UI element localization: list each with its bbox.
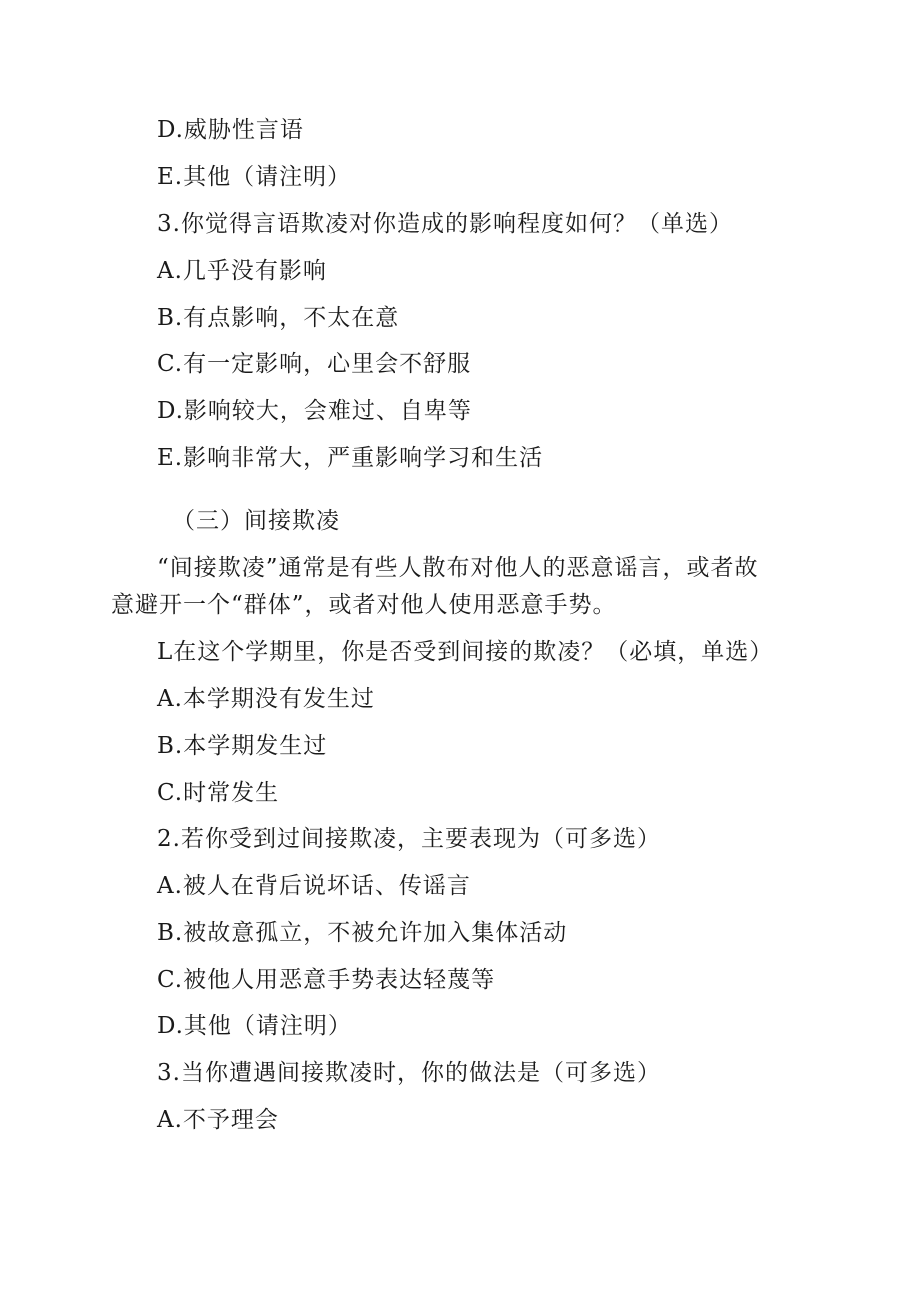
option-d-threatening-speech: D.威胁性言语 <box>157 117 304 143</box>
option-d: D.影响较大，会难过、自卑等 <box>157 398 472 424</box>
option-a: A.被人在背后说坏话、传谣言 <box>157 873 471 899</box>
question-2-forms: 2.若你受到过间接欺凌，主要表现为（可多选） <box>157 826 661 852</box>
option-c: C.时常发生 <box>157 780 280 806</box>
option-c: C.被他人用恶意手势表达轻蔑等 <box>157 967 496 993</box>
option-a: A.本学期没有发生过 <box>157 686 375 712</box>
option-b: B.有点影响，不太在意 <box>157 305 400 331</box>
question-3-response: 3.当你遭遇间接欺凌时，你的做法是（可多选） <box>157 1060 661 1086</box>
option-a: A.不予理会 <box>157 1107 279 1133</box>
paragraph-line-1: “间接欺凌”通常是有些人散布对他人的恶意谣言，或者故 <box>157 555 759 581</box>
option-d: D.其他（请注明） <box>157 1013 352 1039</box>
paragraph-line-2: 意避开一个“群体”，或者对他人使用恶意手势。 <box>111 592 617 618</box>
option-a: A.几乎没有影响 <box>157 258 327 284</box>
section-heading-indirect-bullying: （三）间接欺凌 <box>172 508 340 534</box>
option-b: B.被故意孤立，不被允许加入集体活动 <box>157 920 568 946</box>
question-1-indirect: L在这个学期里，你是否受到间接的欺凌？（必填，单选） <box>157 639 774 665</box>
option-e-other: E.其他（请注明） <box>157 164 352 190</box>
question-3-impact: 3.你觉得言语欺凌对你造成的影响程度如何？（单选） <box>157 211 733 237</box>
option-e: E.影响非常大，严重影响学习和生活 <box>157 445 544 471</box>
option-b: B.本学期发生过 <box>157 733 328 759</box>
option-c: C.有一定影响，心里会不舒服 <box>157 351 472 377</box>
